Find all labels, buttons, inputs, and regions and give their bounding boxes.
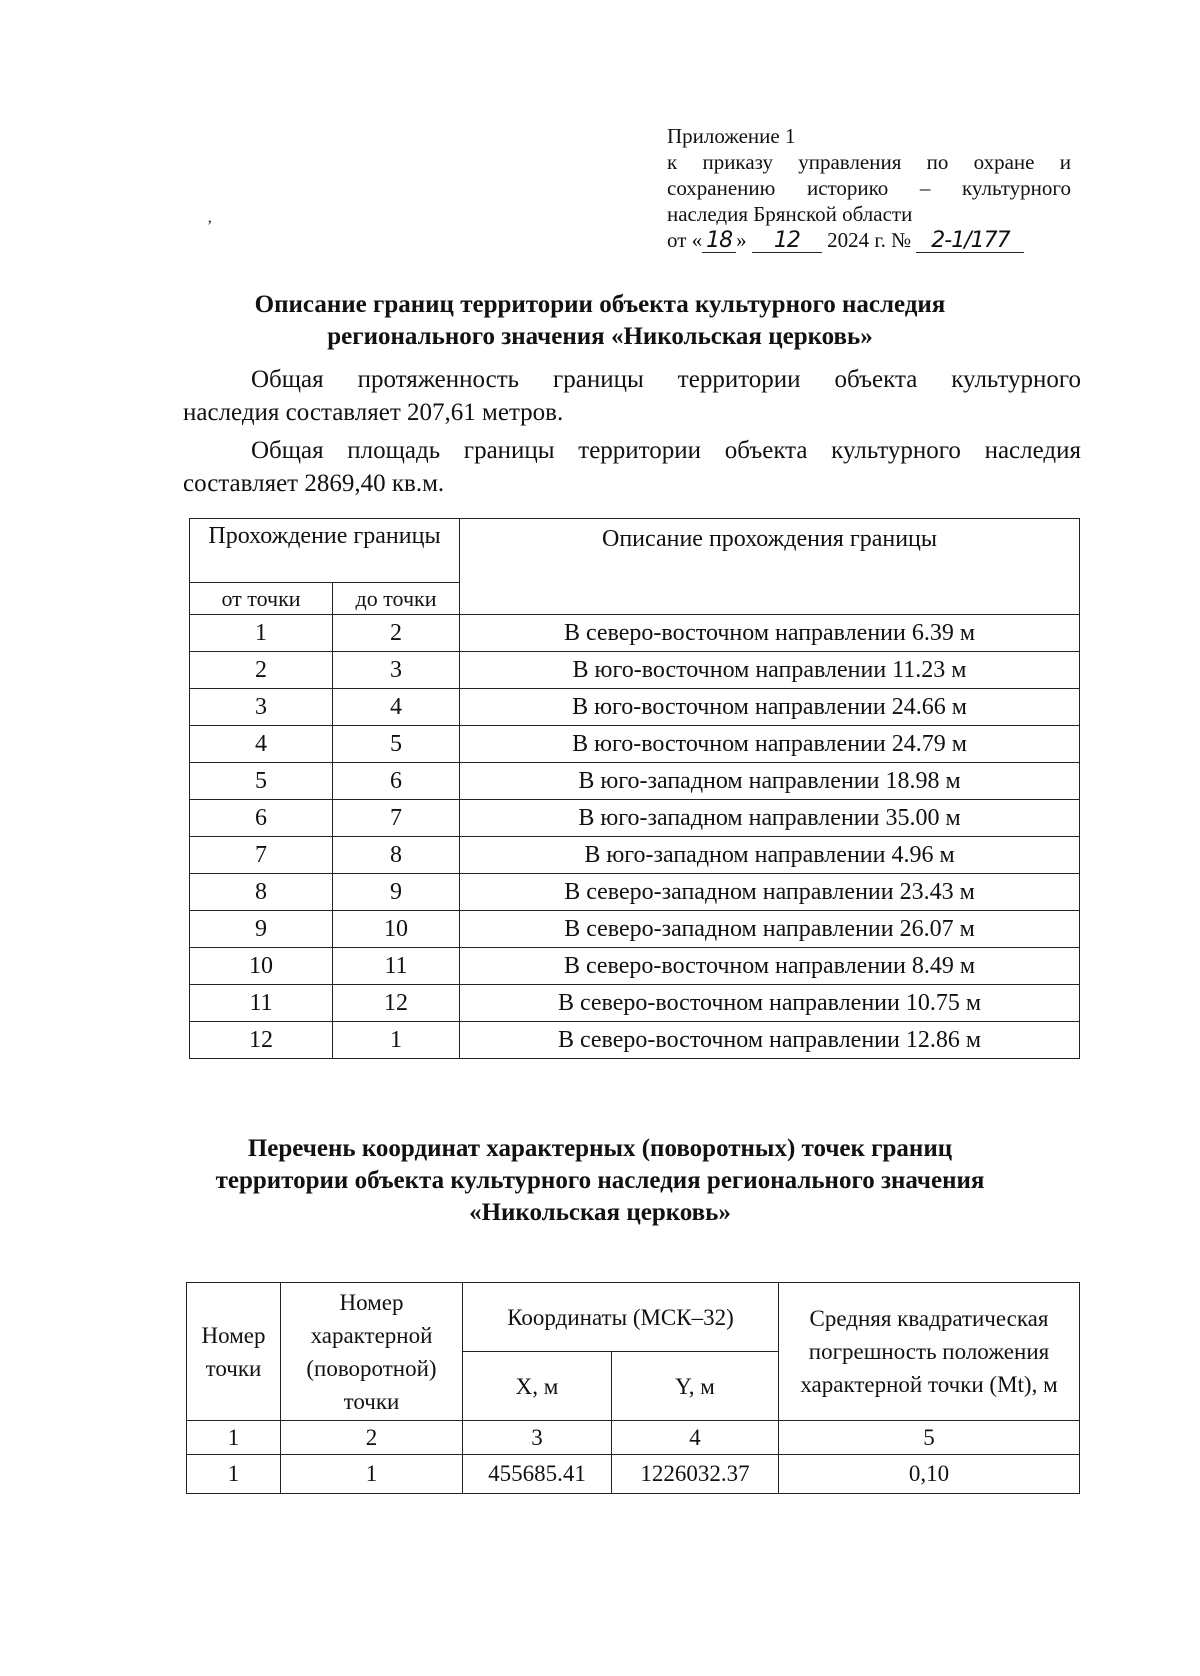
header-characteristic-number: Номер характерной (поворотной) точки bbox=[281, 1283, 463, 1421]
date-mid: » bbox=[736, 228, 747, 252]
from-point-cell: 12 bbox=[190, 1022, 333, 1059]
heading2-line-2: территории объекта культурного наследия регионального значения bbox=[215, 1167, 985, 1194]
col-number-1: 1 bbox=[187, 1421, 281, 1455]
header-passage: Прохождение границы bbox=[190, 519, 460, 583]
description-cell: В северо-западном направлении 26.07 м bbox=[460, 911, 1080, 948]
table-row bbox=[190, 800, 1080, 837]
table-row bbox=[190, 652, 1080, 689]
description-cell: В юго-западном направлении 4.96 м bbox=[460, 837, 1080, 874]
handwritten-day: 18 bbox=[702, 230, 736, 253]
from-point-cell: 8 bbox=[190, 874, 333, 911]
table-row bbox=[190, 689, 1080, 726]
col-number-2: 2 bbox=[281, 1421, 463, 1455]
column-number-row bbox=[187, 1421, 1080, 1455]
annex-title: Приложение 1 bbox=[667, 124, 796, 148]
heading1-line-1: Описание границ территории объекта культурного наследия bbox=[254, 291, 946, 318]
to-point-cell: 5 bbox=[333, 726, 460, 763]
description-cell: В северо-восточном направлении 12.86 м bbox=[460, 1022, 1080, 1059]
from-point-cell: 10 bbox=[190, 948, 333, 985]
from-point-cell: 9 bbox=[190, 911, 333, 948]
table-row bbox=[190, 837, 1080, 874]
description-cell: В юго-восточном направлении 24.66 м bbox=[460, 689, 1080, 726]
table-row bbox=[187, 1455, 1080, 1494]
characteristic-number-cell: 1 bbox=[281, 1455, 463, 1494]
boundary-table bbox=[189, 518, 1080, 1059]
table-row bbox=[190, 615, 1080, 652]
from-point-cell: 1 bbox=[190, 615, 333, 652]
heading-boundary-description bbox=[150, 289, 1050, 353]
from-point-cell: 7 bbox=[190, 837, 333, 874]
header-y: Y, м bbox=[612, 1352, 779, 1421]
to-point-cell: 2 bbox=[333, 615, 460, 652]
description-cell: В юго-восточном направлении 11.23 м bbox=[460, 652, 1080, 689]
from-point-cell: 6 bbox=[190, 800, 333, 837]
paragraph1-first: Общая протяженность границы территории объекта культурного bbox=[251, 366, 1081, 393]
heading2-line-1: Перечень координат характерных (поворотных) точек границ bbox=[247, 1135, 953, 1162]
to-point-cell: 4 bbox=[333, 689, 460, 726]
header-x: X, м bbox=[463, 1352, 612, 1421]
coordinates-table bbox=[186, 1282, 1080, 1494]
annex-header bbox=[667, 123, 1071, 253]
paragraph-length bbox=[183, 363, 1081, 429]
to-point-cell: 11 bbox=[333, 948, 460, 985]
year-text: 2024 г. № bbox=[827, 228, 912, 252]
description-cell: В юго-западном направлении 35.00 м bbox=[460, 800, 1080, 837]
boundary-table-body bbox=[190, 615, 1080, 1059]
table-row bbox=[190, 985, 1080, 1022]
to-point-cell: 3 bbox=[333, 652, 460, 689]
annex-line-1: к приказу управления по охране и bbox=[667, 150, 1071, 174]
paragraph2-rest: составляет 2869,40 кв.м. bbox=[183, 470, 445, 497]
header-from-point: от точки bbox=[190, 583, 333, 615]
from-point-cell: 2 bbox=[190, 652, 333, 689]
annex-line-2: сохранению историко – культурного bbox=[667, 176, 1071, 200]
description-cell: В юго-западном направлении 18.98 м bbox=[460, 763, 1080, 800]
heading-coordinates-list bbox=[150, 1133, 1050, 1229]
heading2-line-3: «Никольская церковь» bbox=[469, 1199, 731, 1226]
description-cell: В юго-восточном направлении 24.79 м bbox=[460, 726, 1080, 763]
from-point-cell: 3 bbox=[190, 689, 333, 726]
description-cell: В северо-восточном направлении 10.75 м bbox=[460, 985, 1080, 1022]
handwritten-month: 12 bbox=[752, 230, 822, 253]
heading1-line-2: регионального значения «Никольская церковь» bbox=[327, 323, 873, 350]
table-row bbox=[190, 763, 1080, 800]
x-coordinate-cell: 455685.41 bbox=[463, 1455, 612, 1494]
table-row bbox=[190, 1022, 1080, 1059]
table-row bbox=[190, 911, 1080, 948]
to-point-cell: 9 bbox=[333, 874, 460, 911]
description-cell: В северо-западном направлении 23.43 м bbox=[460, 874, 1080, 911]
table-row bbox=[190, 726, 1080, 763]
table-row bbox=[190, 948, 1080, 985]
description-cell: В северо-восточном направлении 6.39 м bbox=[460, 615, 1080, 652]
header-to-point: до точки bbox=[333, 583, 460, 615]
annex-line-3: наследия Брянской области bbox=[667, 202, 913, 226]
y-coordinate-cell: 1226032.37 bbox=[612, 1455, 779, 1494]
header-description: Описание прохождения границы bbox=[460, 519, 1080, 615]
col-number-5: 5 bbox=[779, 1421, 1080, 1455]
point-number-cell: 1 bbox=[187, 1455, 281, 1494]
to-point-cell: 6 bbox=[333, 763, 460, 800]
paragraph1-rest: наследия составляет 207,61 метров. bbox=[183, 399, 564, 426]
date-prefix: от « bbox=[667, 228, 703, 252]
to-point-cell: 8 bbox=[333, 837, 460, 874]
col-number-4: 4 bbox=[612, 1421, 779, 1455]
to-point-cell: 12 bbox=[333, 985, 460, 1022]
annex-date-line bbox=[667, 227, 1071, 253]
col-number-3: 3 bbox=[463, 1421, 612, 1455]
to-point-cell: 7 bbox=[333, 800, 460, 837]
from-point-cell: 5 bbox=[190, 763, 333, 800]
coordinates-table-body bbox=[187, 1455, 1080, 1494]
handwritten-order-number: 2-1/177 bbox=[916, 230, 1024, 253]
from-point-cell: 4 bbox=[190, 726, 333, 763]
error-cell: 0,10 bbox=[779, 1455, 1080, 1494]
table-row bbox=[190, 874, 1080, 911]
description-cell: В северо-восточном направлении 8.49 м bbox=[460, 948, 1080, 985]
to-point-cell: 10 bbox=[333, 911, 460, 948]
header-mean-square-error: Средняя квадратическая погрешность положения характерной точки (Mt), м bbox=[779, 1283, 1080, 1421]
to-point-cell: 1 bbox=[333, 1022, 460, 1059]
header-point-number: Номер точки bbox=[187, 1283, 281, 1421]
paragraph2-first: Общая площадь границы территории объекта культурного наследия bbox=[251, 437, 1081, 464]
from-point-cell: 11 bbox=[190, 985, 333, 1022]
header-coordinates: Координаты (МСК–32) bbox=[463, 1283, 779, 1352]
paragraph-area bbox=[183, 434, 1081, 500]
stray-mark: ʼ bbox=[207, 218, 213, 235]
